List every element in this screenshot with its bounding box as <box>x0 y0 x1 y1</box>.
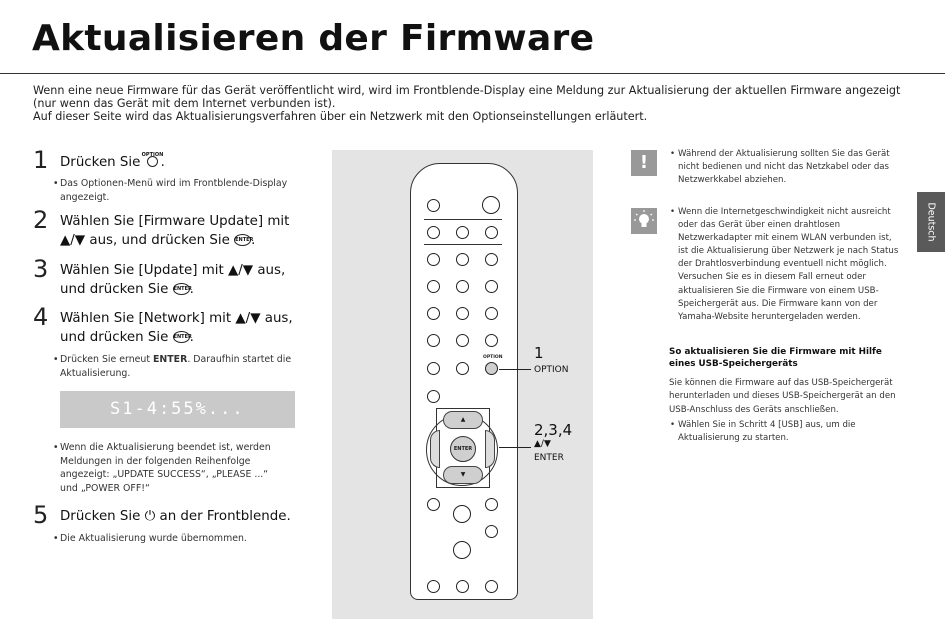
intro-line-2: Auf dieser Seite wird das Aktualisierungsverfahren über ein Netzwerk mit den Optionseinstellungen erläutert. <box>33 110 648 123</box>
language-tab <box>917 192 945 252</box>
remote-enter-key: ENTER <box>450 436 476 462</box>
remote-button <box>427 498 440 511</box>
remote-left-key <box>430 430 440 468</box>
remote-right-key <box>485 430 495 468</box>
remote-large-button <box>453 541 471 559</box>
remote-button <box>485 580 498 593</box>
remote-button <box>456 334 469 347</box>
remote-button <box>485 525 498 538</box>
step-4-line-1: Wählen Sie [Network] mit ▲/▼ aus, <box>60 311 293 326</box>
callout-line-enter <box>499 447 531 448</box>
remote-button <box>427 580 440 593</box>
option-button-icon <box>141 152 164 168</box>
tip-note: • Wenn die Internetgeschwindigkeit nicht ausreicht oder das Gerät über einen drahtlosen Netzwerkadapter mit einem WLAN verbunden ist, ist die Aktualisierung über Netzwerk je nach Status der Drahtlosverbindung eventuell nicht möglich. Versuchen Sie es in diesem Fall erneut oder aktualisieren Sie die Firmware von einem USB-Speichergerät aus. Die Firmware kann von der Yamaha-Website heruntergeladen werden. <box>678 206 904 324</box>
remote-button <box>427 280 440 293</box>
enter-button-icon: ENTER <box>173 283 190 295</box>
page-title: Aktualisieren der Firmware <box>32 18 595 59</box>
exclamation-icon: ! <box>631 150 657 176</box>
remote-power-button <box>482 196 500 214</box>
usb-heading: So aktualisieren Sie die Firmware mit Hilfe eines USB-Speichergeräts <box>669 347 882 369</box>
step-4-bullet <box>60 353 300 380</box>
remote-button <box>456 580 469 593</box>
remote-button <box>485 307 498 320</box>
step-text <box>60 152 165 172</box>
remote-button <box>485 498 498 511</box>
step-2-tail: . <box>251 233 256 248</box>
title-divider <box>0 73 945 74</box>
remote-divider <box>424 244 502 245</box>
remote-button <box>485 334 498 347</box>
step-4-done-bullet: • Wenn die Aktualisierung beendet ist, werden Meldungen in der folgenden Reihenfolge angezeigt: „UPDATE SUCCESS“, „PLEASE ...“ und „POWER OFF!“ <box>60 441 285 495</box>
remote-button <box>427 334 440 347</box>
step-text <box>60 212 289 250</box>
enter-button-icon: ENTER <box>173 331 190 343</box>
front-display: S1-4:55%... <box>60 391 295 428</box>
remote-button <box>456 253 469 266</box>
step-4-bullet-post: . Daraufhin startet die Aktualisierung. <box>60 354 292 379</box>
remote-button <box>427 390 440 403</box>
step-4-line-2: und drücken Sie <box>60 330 169 345</box>
step-4-tail: . <box>189 330 194 345</box>
step-5-bullet: • Die Aktualisierung wurde übernommen. <box>60 532 300 546</box>
remote-down-key: ▼ <box>443 466 483 484</box>
remote-up-key: ▲ <box>443 411 483 429</box>
step-4-bullet-bold: ENTER <box>153 354 188 365</box>
usb-body: Sie können die Firmware auf das USB-Speichergerät herunterladen und dieses USB-Speichergerät an den USB-Anschluss des Geräts anschließen. <box>669 378 896 415</box>
step-3-line-1: Wählen Sie [Update] mit ▲/▼ aus, <box>60 263 286 278</box>
intro-line-1: Wenn eine neue Firmware für das Gerät veröffentlicht wird, wird im Frontblende-Display eine Meldung zur Aktualisierung der aktuellen Firmware angezeigt (nur wenn das Gerät mit dem Internet verbunden ist). <box>33 84 901 110</box>
remote-button <box>427 307 440 320</box>
step-number: 5 <box>33 501 49 529</box>
remote-button <box>485 226 498 239</box>
step-number: 4 <box>33 303 49 331</box>
callout-arrows-text: ▲/▼ <box>534 439 551 449</box>
step-4-bullet-pre: Drücken Sie erneut <box>60 354 151 365</box>
warning-note: • Während der Aktualisierung sollten Sie das Gerät nicht bedienen und nicht das Netzkabel oder das Netzwerkkabel abziehen. <box>678 148 904 187</box>
intro-text <box>33 84 903 123</box>
step-number: 2 <box>33 206 49 234</box>
step-number: 3 <box>33 255 49 283</box>
remote-divider <box>424 219 502 220</box>
callout-number-1: 1 <box>534 344 544 362</box>
option-label: OPTION <box>141 152 164 158</box>
step-number: 1 <box>33 146 49 174</box>
remote-large-button <box>453 505 471 523</box>
step-2-line-2: ▲/▼ aus, und drücken Sie <box>60 233 230 248</box>
step-2-line-1: Wählen Sie [Firmware Update] mit <box>60 214 290 229</box>
step-1-bullet: • Das Optionen-Menü wird im Frontblende-Display angezeigt. <box>60 177 300 204</box>
step-1-tail: . <box>160 155 165 170</box>
remote-option-label: OPTION <box>483 355 503 360</box>
remote-button <box>427 199 440 212</box>
remote-button <box>427 362 440 375</box>
usb-bullet: • Wählen Sie in Schritt 4 [USB] aus, um die Aktualisierung zu starten. <box>678 419 904 446</box>
enter-button-icon: ENTER <box>234 234 251 246</box>
remote-button <box>456 307 469 320</box>
remote-option-button <box>485 362 498 375</box>
remote-button <box>485 280 498 293</box>
callout-enter-text: ENTER <box>534 453 564 463</box>
language-tab-label: Deutsch <box>925 202 937 242</box>
step-text: Drücken Sie ⏻ an der Frontblende. <box>60 509 291 524</box>
step-3-tail: . <box>189 282 194 297</box>
remote-button <box>427 253 440 266</box>
step-3-line-2: und drücken Sie <box>60 282 169 297</box>
callout-number-234: 2,3,4 <box>534 421 573 439</box>
step-text <box>60 261 285 299</box>
remote-button <box>485 253 498 266</box>
lightbulb-icon <box>631 208 657 234</box>
step-text <box>60 309 293 347</box>
remote-button <box>456 226 469 239</box>
step-1-text: Drücken Sie <box>60 155 141 170</box>
callout-line-option <box>499 369 531 370</box>
remote-button <box>427 226 440 239</box>
callout-option-text: OPTION <box>534 365 569 375</box>
remote-button <box>456 280 469 293</box>
remote-button <box>456 362 469 375</box>
